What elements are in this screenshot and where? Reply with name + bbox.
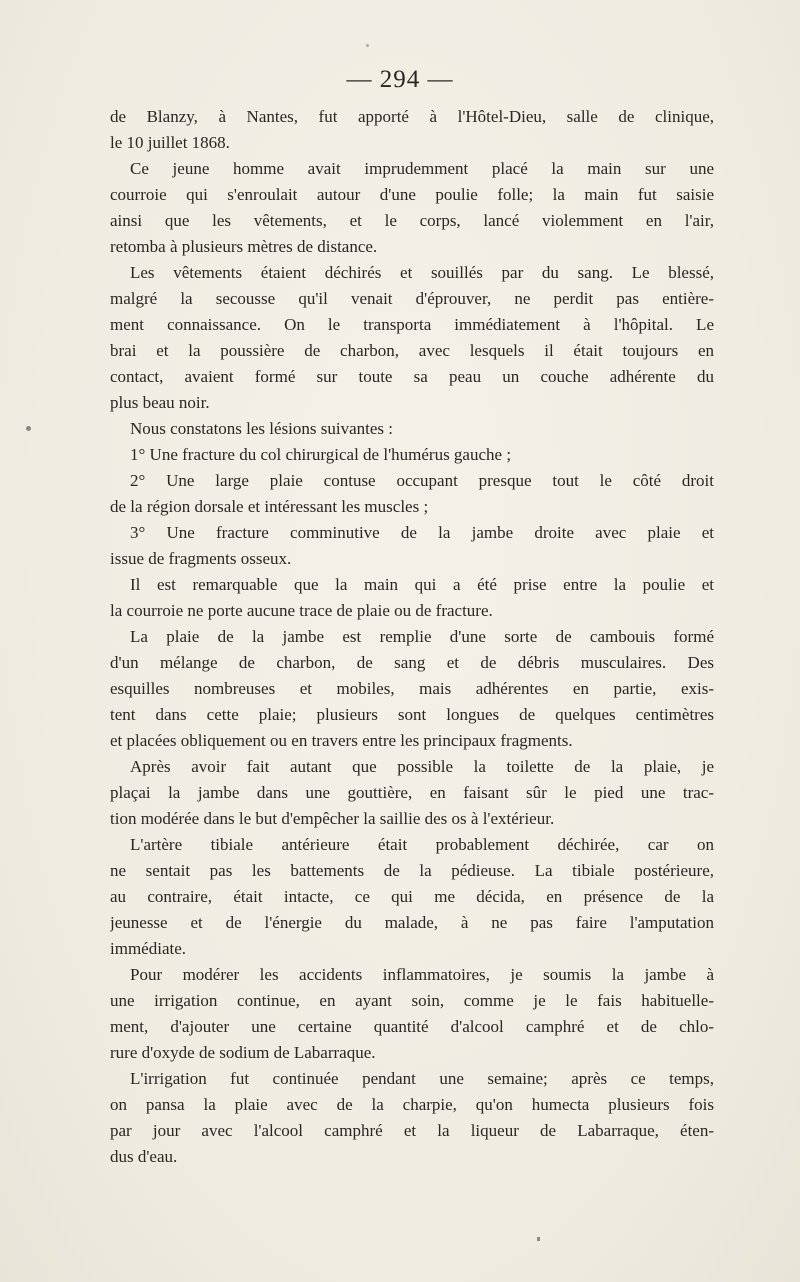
text-line: au contraire, était intacte, ce qui me décida, en présence de la — [110, 887, 714, 906]
text-line: ne sentait pas les battements de la pédieuse. La tibiale postérieure, — [110, 861, 714, 880]
page-number: — 294 — — [346, 66, 454, 93]
text-line: malgré la secousse qu'il venait d'éprouver, ne perdit pas entière- — [110, 289, 714, 308]
text-line: tent dans cette plaie; plusieurs sont longues de quelques centimètres — [110, 705, 714, 724]
text-line: de la région dorsale et intéressant les muscles ; — [110, 497, 429, 516]
body-text — [110, 104, 714, 1170]
text-line: Ce jeune homme avait imprudemment placé la main sur une — [130, 159, 714, 178]
text-line: 3° Une fracture comminutive de la jambe droite avec plaie et — [130, 523, 714, 542]
text-line: de Blanzy, à Nantes, fut apporté à l'Hôtel-Dieu, salle de clinique, — [110, 107, 714, 126]
text-line: brai et la poussière de charbon, avec lesquels il était toujours en — [110, 341, 714, 360]
text-line: 2° Une large plaie contuse occupant presque tout le côté droit — [130, 471, 714, 490]
text-line: le 10 juillet 1868. — [110, 133, 230, 152]
text-line: on pansa la plaie avec de la charpie, qu'on humecta plusieurs fois — [110, 1095, 714, 1114]
text-line: tion modérée dans le but d'empêcher la saillie des os à l'extérieur. — [110, 809, 555, 828]
text-line: contact, avaient formé sur toute sa peau un couche adhérente du — [110, 367, 714, 386]
text-line: Après avoir fait autant que possible la toilette de la plaie, je — [130, 757, 714, 776]
text-line: plus beau noir. — [110, 393, 210, 412]
paper-speck — [537, 1237, 540, 1241]
text-line: Il est remarquable que la main qui a été prise entre la poulie et — [130, 575, 714, 594]
text-line: L'irrigation fut continuée pendant une semaine; après ce temps, — [130, 1069, 714, 1088]
text-line: La plaie de la jambe est remplie d'une sorte de cambouis formé — [130, 627, 714, 646]
text-line: 1° Une fracture du col chirurgical de l'humérus gauche ; — [130, 445, 512, 464]
text-line: une irrigation continue, en ayant soin, comme je le fais habituelle- — [110, 991, 714, 1010]
text-line: ment, d'ajouter une certaine quantité d'alcool camphré et de chlo- — [110, 1017, 714, 1036]
text-line: d'un mélange de charbon, de sang et de débris musculaires. Des — [110, 653, 714, 672]
text-line: ainsi que les vêtements, et le corps, lancé violemment en l'air, — [110, 211, 714, 230]
text-line: esquilles nombreuses et mobiles, mais adhérentes en partie, exis- — [110, 679, 714, 698]
text-line: par jour avec l'alcool camphré et la liqueur de Labarraque, éten- — [110, 1121, 714, 1140]
text-line: immédiate. — [110, 939, 187, 958]
text-line: courroie qui s'enroulait autour d'une poulie folle; la main fut saisie — [110, 185, 714, 204]
text-line: Pour modérer les accidents inflammatoires, je soumis la jambe à — [130, 965, 714, 984]
text-line: L'artère tibiale antérieure était probablement déchirée, car on — [130, 835, 714, 854]
text-line: ment connaissance. On le transporta immédiatement à l'hôpital. Le — [110, 315, 714, 334]
paper-speck — [366, 44, 369, 47]
text-line: et placées obliquement ou en travers entre les principaux fragments. — [110, 731, 573, 750]
text-line: issue de fragments osseux. — [110, 549, 292, 568]
text-line: Nous constatons les lésions suivantes : — [130, 419, 394, 438]
text-line: dus d'eau. — [110, 1147, 178, 1166]
text-line: Les vêtements étaient déchirés et souillés par du sang. Le blessé, — [130, 263, 714, 282]
text-line: retomba à plusieurs mètres de distance. — [110, 237, 378, 256]
text-line: jeunesse et de l'énergie du malade, à ne pas faire l'amputation — [110, 913, 714, 932]
text-line: plaçai la jambe dans une gouttière, en faisant sûr le pied une trac- — [110, 783, 714, 802]
margin-mark — [26, 426, 31, 431]
text-line: rure d'oxyde de sodium de Labarraque. — [110, 1043, 376, 1062]
text-line: la courroie ne porte aucune trace de plaie ou de fracture. — [110, 601, 493, 620]
